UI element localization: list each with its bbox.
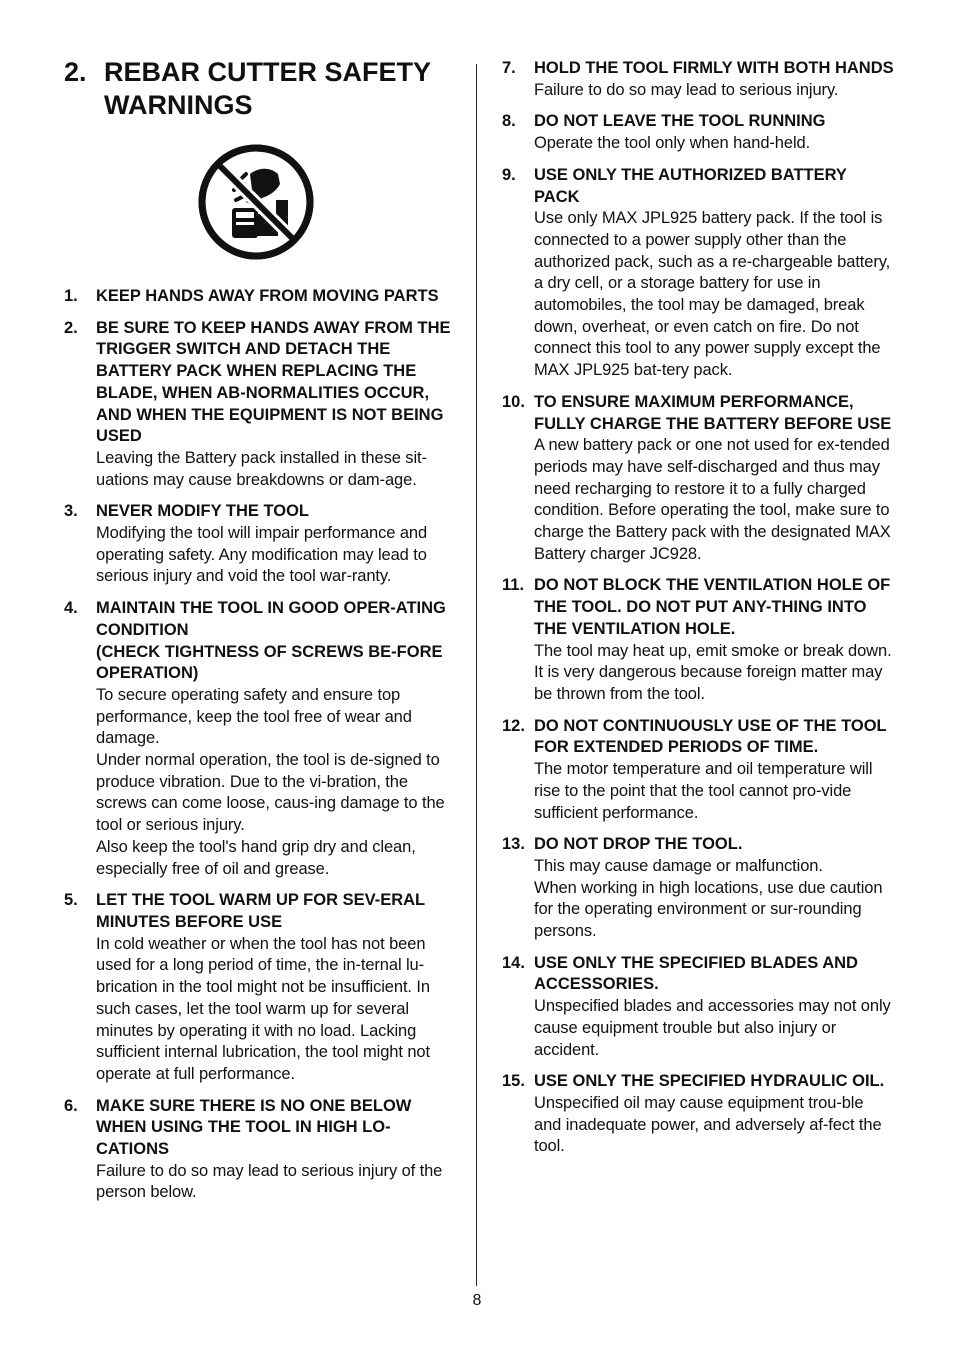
warning-body [534, 58, 894, 101]
warning-item [502, 575, 894, 705]
warning-number: 14. [502, 953, 525, 972]
warning-heading: LET THE TOOL WARM UP FOR SEV-ERAL MINUTES BEFORE USE [96, 891, 425, 931]
warning-heading: TO ENSURE MAXIMUM PERFORMANCE, FULLY CHARGE THE BATTERY BEFORE USE [534, 392, 892, 433]
warning-list-right [502, 58, 894, 1158]
warning-item [64, 501, 456, 588]
warning-number: 11. [502, 576, 525, 595]
section-title-text: REBAR CUTTER SAFETY WARNINGS [104, 57, 431, 120]
warning-list-left [64, 286, 456, 1204]
warning-body [534, 575, 894, 705]
column-divider [476, 64, 477, 1286]
warning-number: 13. [502, 835, 525, 854]
warning-heading: USE ONLY THE AUTHORIZED BATTERY PACK [534, 165, 847, 206]
page-number: 8 [472, 1292, 482, 1309]
section-title [64, 56, 456, 122]
warning-item [502, 716, 894, 825]
warning-heading: KEEP HANDS AWAY FROM MOVING PARTS [96, 287, 439, 305]
warning-number: 5. [64, 891, 78, 910]
warning-description: Operate the tool only when hand-held. [534, 134, 811, 153]
warning-item [502, 834, 894, 943]
warning-item [64, 890, 456, 1085]
warning-heading: DO NOT DROP THE TOOL. [534, 835, 743, 854]
warning-body [96, 890, 456, 1085]
warning-number: 9. [502, 165, 516, 184]
warning-number: 10. [502, 392, 525, 411]
warning-description: In cold weather or when the tool has not been used for a long period of time, the in-ternal lu-brication in the tool might not be insufficient. In such cases, let the tool warm up for several minutes by operating it with no load. Lacking sufficient internal lubrication, the tool might not operate at full performance. [96, 934, 430, 1083]
warning-body [534, 392, 894, 566]
warning-item [502, 165, 894, 382]
warning-body [534, 111, 894, 154]
warning-description: Failure to do so may lead to serious injury of the person below. [96, 1161, 443, 1202]
warning-description: Use only MAX JPL925 battery pack. If the tool is connected to a power supply other than the authorized pack, such as a re-chargeable battery, a dry cell, or a storage battery for use in automobiles, the tool may be damaged, break down, overheat, or even catch on fire. Do not connect this tool to any power supply except the MAX JPL925 bat-tery pack. [534, 209, 891, 380]
warning-body [96, 1096, 456, 1205]
warning-heading: BE SURE TO KEEP HANDS AWAY FROM THE TRIGGER SWITCH AND DETACH THE BATTERY PACK WHEN REPLACING THE BLADE, WHEN AB-NORMALITIES OCCUR, AND WHEN THE EQUIPMENT IS NOT BEING USED [96, 318, 451, 446]
warning-description: A new battery pack or one not used for ex-tended periods may have self-discharged and thus may need recharging to restore it to a fully charged condition. Before operating the tool, make sure to charge the Battery pack with the designated MAX Battery charger JC928. [534, 436, 891, 563]
warning-body [534, 953, 894, 1062]
warning-description: The tool may heat up, emit smoke or break down. It is very dangerous because foreign matter may be thrown from the tool. [534, 641, 892, 703]
warning-body [96, 318, 456, 492]
warning-number: 3. [64, 502, 78, 521]
warning-item [502, 392, 894, 566]
warning-item [502, 1071, 894, 1158]
no-hands-prohibition-icon [198, 144, 314, 260]
warning-body [96, 598, 456, 880]
warning-body [534, 1071, 894, 1158]
warning-number: 4. [64, 599, 78, 618]
warning-heading: DO NOT LEAVE THE TOOL RUNNING [534, 112, 826, 131]
warning-number: 6. [64, 1096, 78, 1115]
warning-heading: DO NOT BLOCK THE VENTILATION HOLE OF THE TOOL. DO NOT PUT ANY-THING INTO THE VENTILATION HOLE. [534, 576, 891, 638]
prohibition-sign-graphic [198, 144, 314, 260]
warning-heading: MAKE SURE THERE IS NO ONE BELOW WHEN USING THE TOOL IN HIGH LO-CATIONS [96, 1096, 412, 1159]
warning-item [64, 598, 456, 880]
warning-description: Failure to do so may lead to serious injury. [534, 80, 839, 99]
warning-description: The motor temperature and oil temperature will rise to the point that the tool cannot pro-vide sufficient performance. [534, 760, 873, 822]
warning-item [64, 1096, 456, 1205]
warning-description: Unspecified blades and accessories may not only cause equipment trouble but also injury or accident. [534, 997, 891, 1059]
warning-number: 2. [64, 318, 78, 337]
warning-description: To secure operating safety and ensure top performance, keep the tool free of wear and damage. Under normal operation, the tool is de-signed to produce vibration. Due to the vi-bration, the screws can come loose, caus-ing damage to the tool or serious injury. Also keep the tool's hand grip dry and clean, especially free of oil and grease. [96, 685, 445, 878]
warning-item [64, 286, 456, 308]
warning-heading: HOLD THE TOOL FIRMLY WITH BOTH HANDS [534, 59, 894, 77]
warning-item [64, 318, 456, 492]
warning-description: Unspecified oil may cause equipment trou-ble and inadequate power, and adversely af-fect the tool. [534, 1093, 882, 1156]
left-column [64, 56, 456, 1214]
warning-body [534, 165, 894, 382]
warning-body [96, 501, 456, 588]
warning-item [502, 111, 894, 154]
warning-number: 8. [502, 112, 516, 131]
right-column [502, 58, 894, 1168]
warning-heading: USE ONLY THE SPECIFIED BLADES AND ACCESSORIES. [534, 953, 858, 994]
warning-number: 1. [64, 287, 78, 305]
warning-number: 7. [502, 59, 516, 77]
warning-body [96, 286, 456, 308]
warning-body [534, 716, 894, 825]
warning-heading: USE ONLY THE SPECIFIED HYDRAULIC OIL. [534, 1072, 885, 1091]
warning-heading: MAINTAIN THE TOOL IN GOOD OPER-ATING CONDITION (CHECK TIGHTNESS OF SCREWS BE-FORE OPERATION) [96, 599, 446, 683]
section-number: 2. [64, 57, 87, 87]
warning-number: 12. [502, 716, 525, 735]
warning-heading: DO NOT CONTINUOUSLY USE OF THE TOOL FOR EXTENDED PERIODS OF TIME. [534, 716, 887, 757]
warning-item [502, 58, 894, 101]
warning-number: 15. [502, 1072, 525, 1091]
warning-heading: NEVER MODIFY THE TOOL [96, 502, 309, 521]
warning-item [502, 953, 894, 1062]
warning-description: Leaving the Battery pack installed in these sit-uations may cause breakdowns or dam-age. [96, 448, 427, 489]
warning-description: This may cause damage or malfunction. When working in high locations, use due caution for the operating environment or sur-rounding persons. [534, 856, 883, 941]
warning-description: Modifying the tool will impair performance and operating safety. Any modification may lead to serious injury and void the tool war-ranty. [96, 524, 428, 586]
warning-body [534, 834, 894, 943]
